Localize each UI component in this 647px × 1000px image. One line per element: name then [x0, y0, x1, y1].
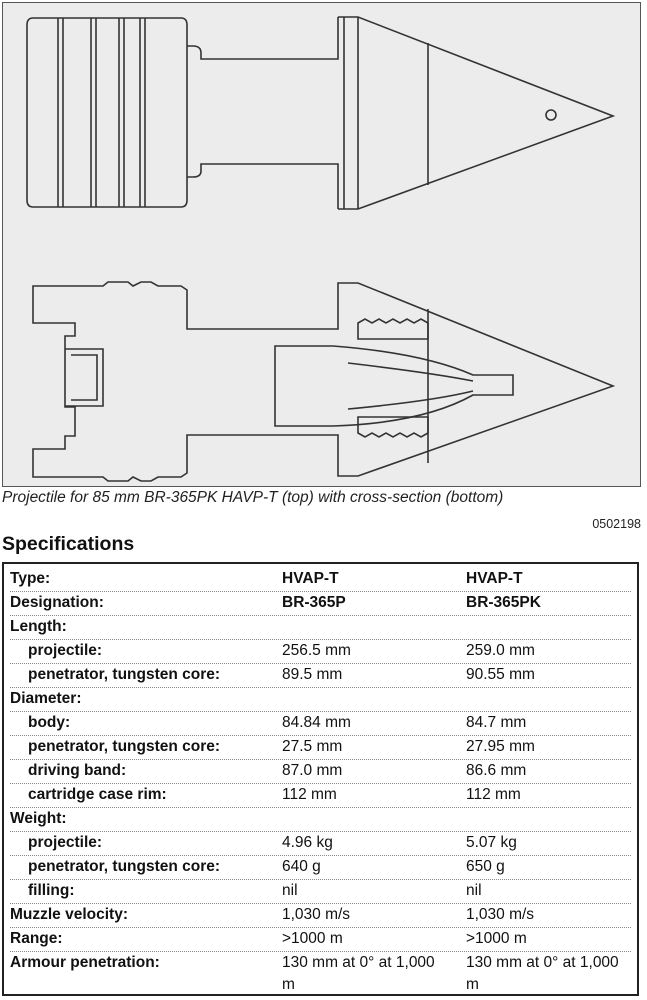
spec-row: [10, 712, 631, 736]
spec-label: Designation:: [10, 594, 104, 611]
spec-value-br-365p: >1000 m: [282, 930, 343, 947]
figure-number: 0502198: [592, 517, 641, 531]
spec-label: Type:: [10, 570, 51, 587]
spec-label: cartridge case rim:: [28, 786, 167, 803]
spec-value-br-365pk: 84.7 mm: [466, 714, 527, 731]
spec-value-br-365pk: 1,030 m/s: [466, 906, 535, 923]
spec-row: [10, 856, 631, 880]
spec-row: [10, 640, 631, 664]
spec-label: Range:: [10, 930, 63, 947]
penetrator-core: [275, 346, 513, 426]
spec-label: Armour penetration:: [10, 954, 160, 971]
nose-cone: [338, 17, 613, 209]
spec-value-br-365pk: BR-365PK: [466, 594, 541, 611]
spec-value-br-365pk: 27.95 mm: [466, 738, 535, 755]
spec-value-br-365p: HVAP-T: [282, 570, 339, 587]
spec-row: [10, 760, 631, 784]
spec-row: [10, 808, 631, 832]
tracer-hole: [546, 110, 556, 120]
spec-value-br-365pk: HVAP-T: [466, 570, 523, 587]
spec-label: projectile:: [28, 834, 103, 851]
spec-value-br-365p: 87.0 mm: [282, 762, 343, 779]
spec-value-br-365pk: 86.6 mm: [466, 762, 527, 779]
neck: [187, 17, 338, 59]
spec-value-br-365p: 4.96 kg: [282, 834, 333, 851]
spec-label: filling:: [28, 882, 75, 899]
projectile-diagram: [3, 3, 640, 486]
spec-value-br-365p: 112 mm: [282, 786, 337, 803]
spec-value-br-365p: 27.5 mm: [282, 738, 343, 755]
spec-row: [10, 568, 631, 592]
spec-label: penetrator, tungsten core:: [28, 666, 221, 683]
spec-label: Weight:: [10, 810, 67, 827]
spec-label: Muzzle velocity:: [10, 906, 128, 923]
spec-row: [10, 928, 631, 952]
specifications-table: [2, 562, 639, 996]
spec-row: [10, 904, 631, 928]
thread-top: [358, 319, 428, 339]
specifications-heading: Specifications: [2, 533, 135, 555]
spec-label: projectile:: [28, 642, 103, 659]
spec-value-br-365pk: 90.55 mm: [466, 666, 535, 683]
spec-value-br-365p: BR-365P: [282, 594, 346, 611]
projectile-drawing: [2, 2, 641, 487]
spec-row: [10, 688, 631, 712]
spec-value-br-365p: 130 mm at 0° at 1,000 m: [282, 954, 435, 993]
spec-value-br-365p: 256.5 mm: [282, 642, 351, 659]
spec-row: [10, 784, 631, 808]
spec-row: [10, 664, 631, 688]
spec-row: [10, 592, 631, 616]
spec-label: driving band:: [28, 762, 127, 779]
spec-value-br-365p: 1,030 m/s: [282, 906, 351, 923]
spec-value-br-365p: 84.84 mm: [282, 714, 351, 731]
spec-value-br-365pk: 5.07 kg: [466, 834, 517, 851]
spec-value-br-365pk: 650 g: [466, 858, 505, 875]
spec-label: Length:: [10, 618, 67, 635]
spec-row: [10, 952, 631, 998]
spec-label: penetrator, tungsten core:: [28, 738, 221, 755]
section-outline: [33, 282, 613, 481]
spec-label: body:: [28, 714, 71, 731]
spec-value-br-365p: nil: [282, 882, 298, 899]
spec-value-br-365p: 89.5 mm: [282, 666, 343, 683]
spec-value-br-365p: 640 g: [282, 858, 321, 875]
spec-row: [10, 832, 631, 856]
spec-value-br-365pk: 130 mm at 0° at 1,000 m: [466, 954, 619, 993]
spec-value-br-365pk: >1000 m: [466, 930, 527, 947]
spec-label: Diameter:: [10, 690, 82, 707]
spec-value-br-365pk: 259.0 mm: [466, 642, 535, 659]
driving-band: [27, 18, 187, 207]
figure-caption: Projectile for 85 mm BR-365PK HAVP-T (top) with cross-section (bottom): [2, 489, 504, 506]
spec-row: [10, 616, 631, 640]
spec-label: penetrator, tungsten core:: [28, 858, 221, 875]
spec-row: [10, 736, 631, 760]
spec-value-br-365pk: nil: [466, 882, 482, 899]
spec-value-br-365pk: 112 mm: [466, 786, 521, 803]
spec-row: [10, 880, 631, 904]
